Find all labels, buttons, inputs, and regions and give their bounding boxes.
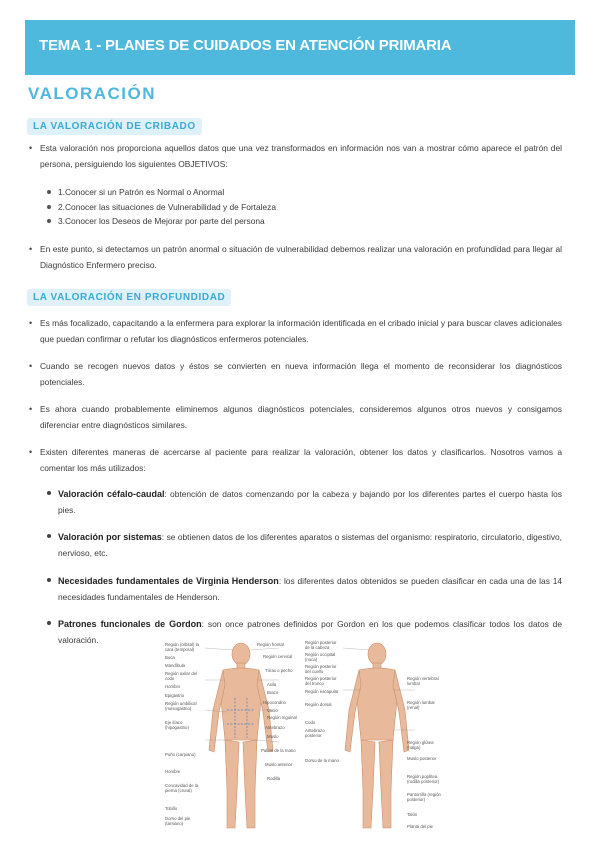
figure-label: Hombre	[165, 769, 181, 774]
figure-label: Antebrazo	[265, 725, 285, 730]
figure-label: Región frontal	[257, 642, 284, 647]
section-title-cribado: LA VALORACIÓN DE CRIBADO	[27, 118, 202, 135]
figure-label: Puño (carpiano)	[165, 752, 196, 757]
figure-label: Tórax o pecho	[265, 668, 293, 673]
figure-label: Muslo anterior	[265, 762, 293, 767]
paragraph-profundidad-2: • Cuando se recogen nuevos datos y éstos se convierten en nueva información llega el momento de reconsiderar los diagnósticos potenciales.	[40, 358, 562, 390]
method-term: Patrones funcionales de Gordon	[58, 619, 202, 629]
paragraph-profundidad-4: • Existen diferentes maneras de acercarse al paciente para realizar la valoración, obtener los datos y clasificarlos. Nosotros vamos a comentar los más utilizados:	[40, 444, 562, 476]
figure-label: Región vertebral lumbar	[407, 676, 439, 686]
paragraph-profundidad-1: • Es más focalizado, capacitando a la enfermera para explorar la información identificada en el cribado inicial y para buscar claves adicionales que puedan confirmar o refutar los diagnósticos enfermeros potenciales.	[40, 315, 562, 347]
banner-title: TEMA 1 - PLANES DE CUIDADOS EN ATENCIÓN PRIMARIA	[39, 37, 452, 54]
section-title-profundidad: LA VALORACIÓN EN PROFUNDIDAD	[27, 289, 231, 306]
figure-label: Eje ilíaco (hipogastrio)	[165, 720, 189, 730]
figure-label: Codo	[305, 720, 316, 725]
figure-label: Región (orbital) la cara (temporal)	[165, 642, 199, 652]
figure-label: Región poplítea (rodilla posterior)	[407, 774, 440, 784]
objective-item: 3.Conocer los Deseos de Mejorar por parte del persona	[58, 213, 265, 229]
figure-label: Región axilar del codo	[165, 671, 198, 681]
figure-label: Región escapular	[305, 689, 339, 694]
figure-label: Antebrazo posterior	[305, 728, 325, 738]
figure-label: Región Inguinal	[267, 715, 297, 720]
paragraph-cribado-intro: • Esta valoración nos proporciona aquellos datos que una vez transformados en información nos van a mostrar cómo aparece el patrón del persona, persiguiendo los siguientes OBJETIVOS:	[40, 140, 562, 172]
figure-label: Axila	[267, 682, 277, 687]
figure-label: Región glútea (nalga)	[407, 740, 434, 750]
method-term: Valoración céfalo-caudal	[58, 489, 165, 499]
figure-label: Mandíbula	[165, 663, 186, 668]
method-text: : son once patrones definidos por Gordon en los que podemos clasificar todos los datos de valoración.	[58, 619, 562, 645]
method-text: : se obtienen datos de los diferentes aparatos o sistemas del organismo: respiratorio, circulatorio, digestivo, nervioso, etc.	[58, 532, 562, 558]
figure-label: Boca	[165, 655, 175, 660]
page-heading: VALORACIÓN	[28, 84, 157, 103]
method-text: : los diferentes datos obtenidos se pueden clasificar en cada una de las 14 necesidades fundamentales de Henderson.	[58, 576, 563, 602]
method-item	[58, 529, 562, 561]
figure-label: Concavidad de la pierna (crural)	[165, 783, 199, 793]
figure-label: Hombro	[165, 684, 181, 689]
figure-label: Tobillo	[165, 806, 178, 811]
figure-label: Pantorrilla (región posterior)	[407, 792, 441, 802]
figure-label: Muslo posterior	[407, 756, 437, 761]
figure-label: Región dorsal	[305, 702, 332, 707]
figure-label: Epigastrio	[165, 693, 185, 698]
method-text: : obtención de datos comenzando por la cabeza y bajando por los diferentes partes el cuerpo hasta los pies.	[58, 489, 562, 515]
body-regions-figure	[165, 640, 455, 838]
figure-label: Vacío	[267, 708, 278, 713]
objective-item: 1.Conocer si un Patrón es Normal o Anormal	[58, 184, 224, 200]
method-item	[58, 486, 562, 518]
figure-label: Muslo	[267, 734, 279, 739]
paragraph-cribado-detect: • En este punto, si detectamos un patrón anormal o situación de vulnerabilidad debemos realizar una valoración en profundidad para llegar al Diagnóstico Enfermero preciso.	[40, 241, 562, 273]
method-term: Valoración por sistemas	[58, 532, 162, 542]
figure-label: Región posterior del cuello	[305, 664, 337, 674]
method-term: Necesidades fundamentales de Virginia Henderson	[58, 576, 279, 586]
figure-label: Región lumbar (renal)	[407, 700, 435, 710]
figure-label: Región umbilical (mesogastrio)	[165, 701, 197, 711]
figure-label: Región posterior del tronco	[305, 676, 337, 686]
figure-label: Talón	[407, 812, 418, 817]
figure-label: Rodilla	[267, 776, 281, 781]
objective-item: 2.Conocer las situaciones de Vulnerabilidad y de Fortaleza	[58, 199, 276, 215]
figure-label: Región cervical	[263, 654, 293, 659]
figure-label: Palma de la mano	[261, 748, 296, 753]
figure-label: Dorso de la mano	[305, 758, 339, 763]
paragraph-profundidad-3: • Es ahora cuando probablemente eliminemos algunos diagnósticos potenciales, consideremos algunos otros nuevos y consigamos diferenciar entre diagnósticos similares.	[40, 401, 562, 433]
figure-label: Brazo	[267, 690, 279, 695]
figure-label: Dorso del pie (tarsiano)	[165, 816, 191, 826]
figure-label: Hipocondrio	[263, 700, 286, 705]
figure-label: Región posterior de la cabeza	[305, 640, 337, 650]
figure-label: Región occipital (nuca)	[305, 652, 336, 662]
method-item	[58, 573, 562, 605]
figure-label: Planta del pie	[407, 824, 434, 829]
page-banner	[25, 20, 575, 75]
